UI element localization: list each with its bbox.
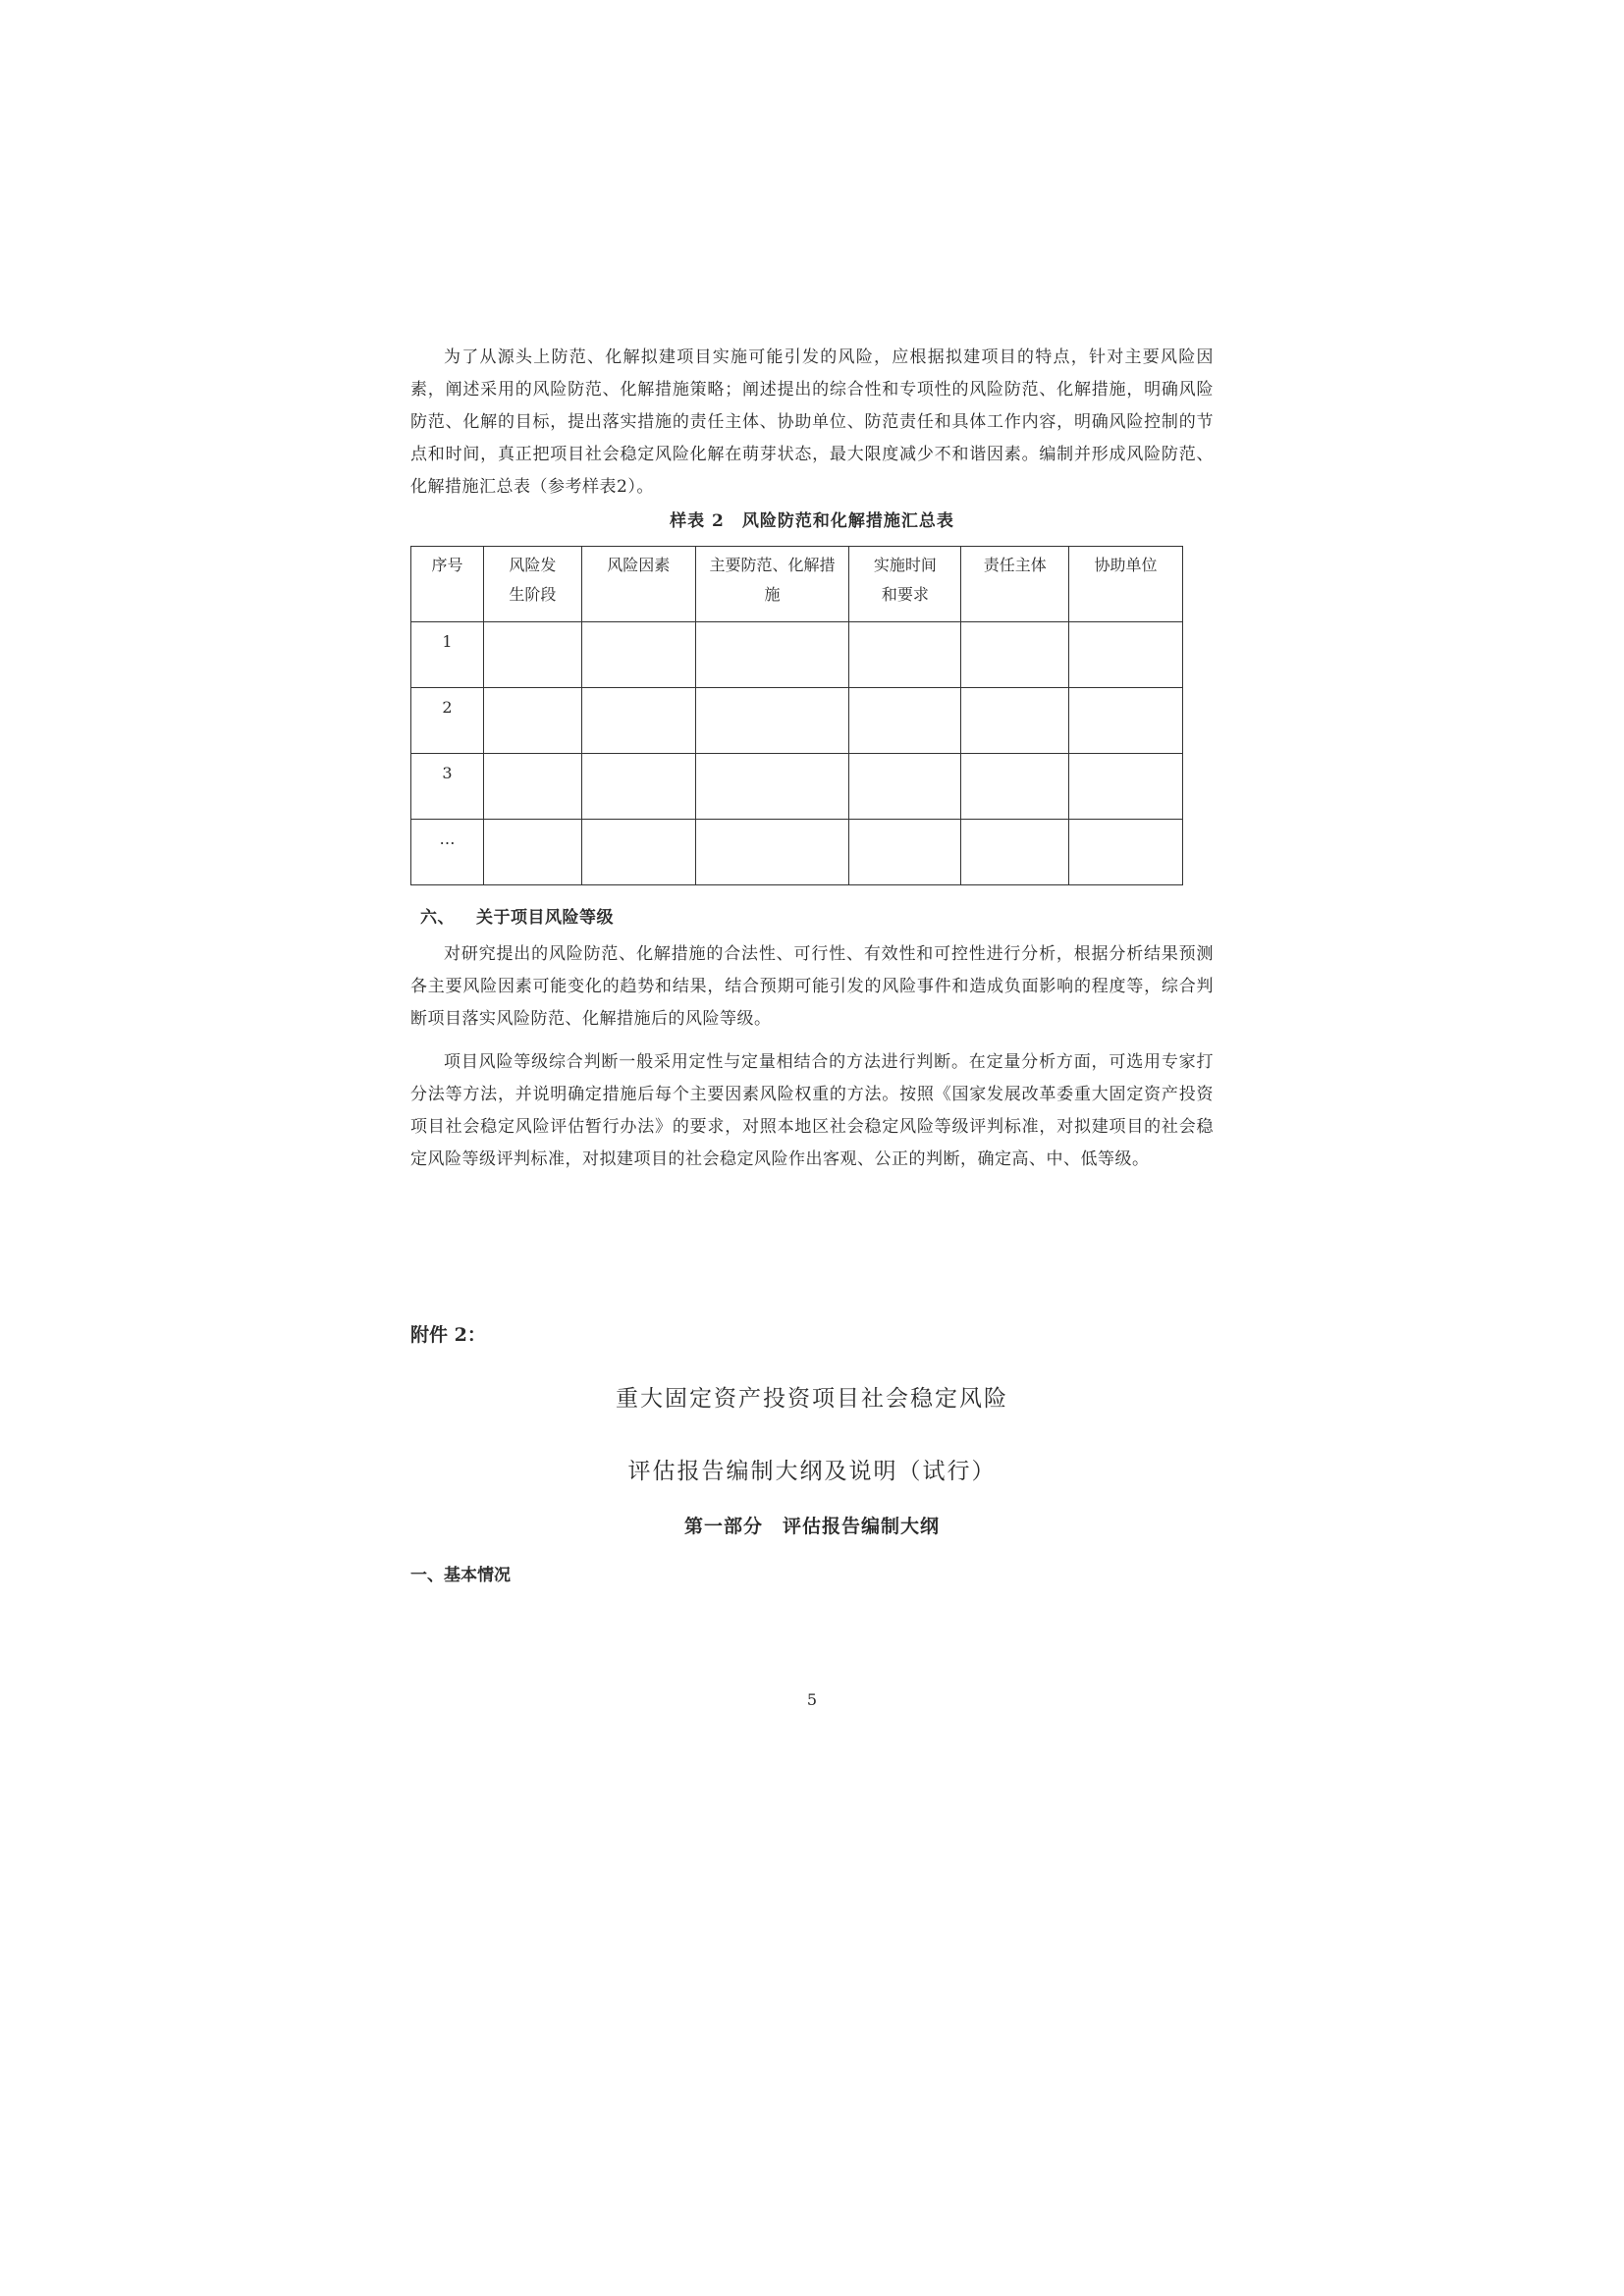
table-cell [1069, 754, 1183, 820]
header-cell: 实施时间和要求 [849, 547, 961, 622]
intro-paragraph: 为了从源头上防范、化解拟建项目实施可能引发的风险，应根据拟建项目的特点，针对主要风险因素，阐述采用的风险防范、化解措施策略；阐述提出的综合性和专项性的风险防范、化解措施，明确风险防范、化解的目标，提出落实措施的责任主体、协助单位、防范责任和具体工作内容，明确风险控制的节点和时间，真正把项目社会稳定风险化解在萌芽状态，最大限度减少不和谐因素。编制并形成风险防范、化解措施汇总表（参考样表2）。 [410, 347, 1214, 497]
table-cell [483, 688, 581, 754]
risk-measures-table [410, 546, 1183, 885]
page-number: 5 [806, 1690, 818, 1709]
table-row [411, 754, 1183, 820]
subheading: 一、基本情况 [410, 1566, 511, 1585]
section-paragraph: 项目风险等级综合判断一般采用定性与定量相结合的方法进行判断。在定量分析方面，可选用专家打分法等方法，并说明确定措施后每个主要因素风险权重的方法。按照《国家发展改革委重大固定资产投资项目社会稳定风险评估暂行办法》的要求，对照本地区社会稳定风险等级评判标准，对拟建项目的社会稳定风险等级评判标准，对拟建项目的社会稳定风险作出客观、公正的判断，确定高、中、低等级。 [410, 1052, 1214, 1169]
header-cell: 责任主体 [961, 547, 1069, 622]
section-heading [420, 903, 614, 928]
table-cell [1069, 688, 1183, 754]
table-header-row [411, 547, 1183, 622]
table-cell [961, 688, 1069, 754]
header-cell: 风险发生阶段 [483, 547, 581, 622]
table-cell [581, 688, 695, 754]
header-cell: 序号 [411, 547, 484, 622]
table-cell [483, 754, 581, 820]
header-cell: 主要防范、化解措施 [695, 547, 849, 622]
section-title: 关于项目风险等级 [476, 908, 614, 928]
document-title-line2: 评估报告编制大纲及说明（试行） [627, 1459, 997, 1484]
table-cell [1069, 820, 1183, 885]
table-cell [581, 820, 695, 885]
table-row [411, 820, 1183, 885]
table-cell [849, 820, 961, 885]
table-cell [695, 688, 849, 754]
table-cell [961, 820, 1069, 885]
row-number-cell: 3 [411, 754, 484, 820]
table-cell [483, 820, 581, 885]
appendix-label: 附件 2： [410, 1324, 486, 1346]
table-cell [849, 754, 961, 820]
header-cell: 协助单位 [1069, 547, 1183, 622]
table-cell [581, 622, 695, 688]
table-cell [581, 754, 695, 820]
part-title: 第一部分 评估报告编制大纲 [683, 1516, 940, 1537]
table-row [411, 688, 1183, 754]
section-paragraph: 对研究提出的风险防范、化解措施的合法性、可行性、有效性和可控性进行分析，根据分析结果预测各主要风险因素可能变化的趋势和结果，结合预期可能引发的风险事件和造成负面影响的程度等，综合判断项目落实风险防范、化解措施后的风险等级。 [410, 944, 1214, 1029]
section-number: 六、 [420, 908, 455, 928]
table-cell [695, 622, 849, 688]
table-cell [695, 820, 849, 885]
table-cell [849, 688, 961, 754]
row-number-cell: 2 [411, 688, 484, 754]
table-row [411, 622, 1183, 688]
table-caption: 样表 2 风险防范和化解措施汇总表 [670, 511, 954, 531]
document-title-line1: 重大固定资产投资项目社会稳定风险 [616, 1386, 1008, 1412]
table-cell [961, 622, 1069, 688]
row-number-cell: 1 [411, 622, 484, 688]
table-cell [1069, 622, 1183, 688]
header-cell: 风险因素 [581, 547, 695, 622]
row-number-cell: … [411, 820, 484, 885]
table-cell [849, 622, 961, 688]
table-cell [695, 754, 849, 820]
table-cell [961, 754, 1069, 820]
table-cell [483, 622, 581, 688]
